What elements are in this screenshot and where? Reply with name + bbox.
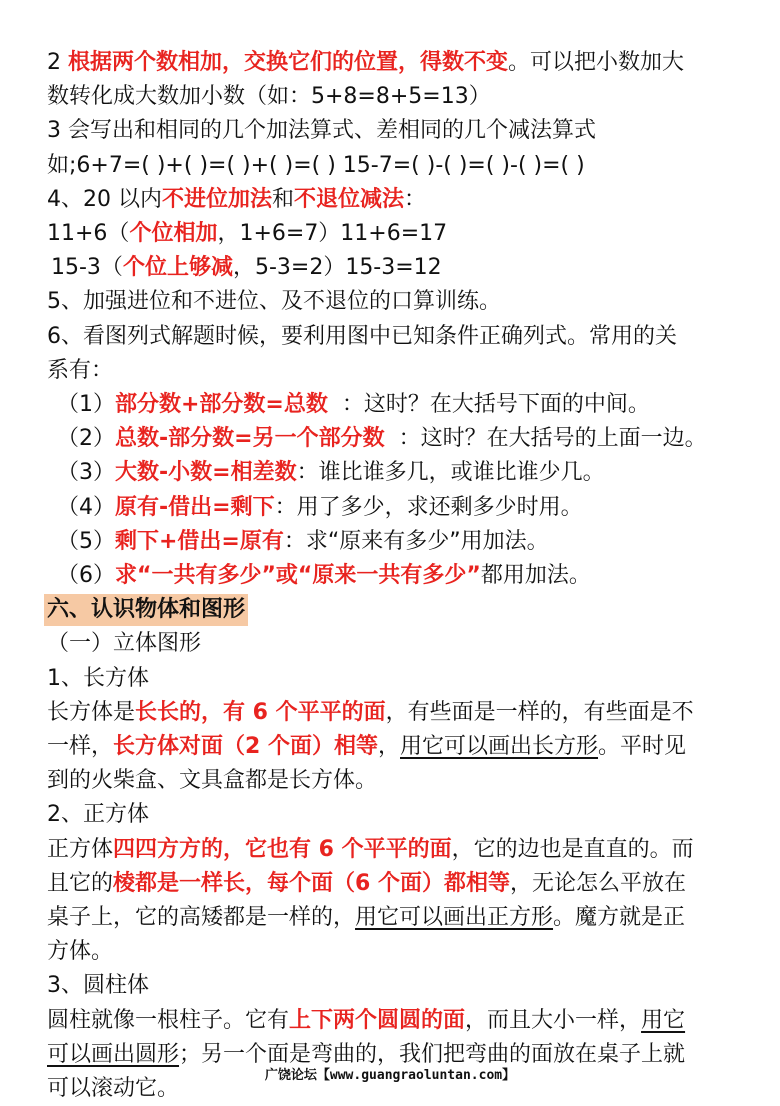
line-within-20: 4、20 以内不进位加法和不退位减法： — [47, 186, 427, 212]
heading-cube: 2、正方体 — [47, 802, 149, 828]
emphasis-text: 不退位减法 — [294, 186, 405, 212]
emphasis-text: 上下两个圆圆的面 — [289, 1007, 466, 1033]
emphasis-text: 长方体对面（2 个面）相等 — [113, 734, 378, 760]
list-item-relation-6: （6）求“一共有多少”或“原来一共有多少”都用加法。 — [57, 563, 591, 589]
line-commutative: 2 根据两个数相加，交换它们的位置，得数不变。可以把小数加大 — [47, 50, 685, 75]
line-word-problems: 6、看图列式解题时候，要利用图中已知条件正确列式。常用的关 — [47, 323, 677, 349]
emphasis-text: 个位相加 — [129, 221, 218, 247]
emphasis-text: 部分数+部分数=总数 — [115, 392, 328, 418]
emphasis-text: 原有-借出=剩下 — [115, 494, 275, 520]
emphasis-text: 不进位加法 — [162, 186, 273, 212]
line-addition-example: 11+6（个位相加，1+6=7）11+6=17 — [47, 221, 448, 247]
footer-website: www.guangraoluntan.com — [329, 1068, 503, 1083]
footer-forum-name: 广饶论坛 — [264, 1068, 317, 1083]
emphasis-text: 根据两个数相加，交换它们的位置，得数不变 — [68, 50, 509, 75]
line-subtraction-example: 15-3（个位上够减，5-3=2）15-3=12 — [51, 255, 442, 281]
underlined-text: 用它可以画出正方形 — [355, 905, 554, 931]
line-cuboid-2: 一样，长方体对面（2 个面）相等，用它可以画出长方形。平时见 — [47, 734, 687, 760]
emphasis-text: 求“一共有多少”或“原来一共有多少” — [115, 563, 481, 589]
list-item-relation-3: （3）大数-小数=相差数：谁比谁多几，或谁比谁少几。 — [57, 460, 605, 486]
list-item-relation-5: （5）剩下+借出=原有：求“原来有多少”用加法。 — [57, 528, 549, 554]
line-cube-1: 正方体四四方方的，它也有 6 个平平的面，它的边也是直直的。而 — [47, 836, 694, 862]
emphasis-text: 大数-小数=相差数 — [115, 460, 297, 486]
emphasis-text: 剩下+借出=原有 — [115, 528, 284, 554]
page-footer: 广饶论坛【www.guangraoluntan.com】 — [264, 1068, 516, 1083]
highlighted-heading: 六、认识物体和图形 — [44, 594, 248, 626]
line-cube-4: 方体。 — [47, 939, 114, 965]
emphasis-text: 个位上够减 — [122, 255, 233, 281]
document-body — [47, 46, 737, 1106]
emphasis-text: 长长的，有 6 个平平的面 — [135, 699, 386, 725]
line-cylinder-1: 圆柱就像一根柱子。它有上下两个圆圆的面，而且大小一样，用它 — [47, 1007, 686, 1033]
line-equations-heading: 3 会写出和相同的几个加法算式、差相同的几个减法算式 — [47, 118, 596, 144]
line-cube-3: 桌子上，它的高矮都是一样的，用它可以画出正方形。魔方就是正 — [47, 905, 686, 931]
line-cuboid-1: 长方体是长长的，有 6 个平平的面，有些面是一样的，有些面是不 — [47, 699, 694, 725]
emphasis-text: 总数-部分数=另一个部分数 — [115, 426, 385, 452]
subsection-heading-solids: （一）立体图形 — [47, 631, 202, 657]
line-cube-2: 且它的棱都是一样长，每个面（6 个面）都相等，无论怎么平放在 — [47, 870, 686, 896]
line-cylinder-2: 可以画出圆形；另一个面是弯曲的，我们把弯曲的面放在桌子上就 — [47, 1041, 686, 1067]
underlined-text: 可以画出圆形 — [47, 1041, 180, 1067]
section-heading-shapes — [47, 593, 737, 627]
heading-cylinder: 3、圆柱体 — [47, 973, 149, 999]
line-cuboid-3: 到的火柴盒、文具盒都是长方体。 — [47, 768, 378, 794]
line-mental-math: 5、加强进位和不进位、及不退位的口算训练。 — [47, 289, 501, 315]
underlined-text: 用它 — [641, 1007, 686, 1033]
heading-cuboid: 1、长方体 — [47, 665, 149, 691]
line-commutative-example: 数转化成大数加小数（如：5+8=8+5=13） — [47, 84, 491, 110]
line-relations-intro: 系有： — [47, 357, 114, 383]
line-equations-example: 如;6+7=( )+( )=( )+( )=( ) 15-7=( )-( )=( )-( )=( ) — [47, 152, 585, 178]
list-item-relation-2: （2）总数-部分数=另一个部分数 ：这时？在大括号的上面一边。 — [57, 426, 707, 452]
line-cylinder-3: 可以滚动它。 — [47, 1076, 180, 1102]
emphasis-text: 四四方方的，它也有 6 个平平的面 — [113, 836, 452, 862]
emphasis-text: 棱都是一样长，每个面（6 个面）都相等 — [113, 870, 510, 896]
list-item-relation-1: （1）部分数+部分数=总数 ：这时？在大括号下面的中间。 — [57, 392, 650, 418]
underlined-text: 用它可以画出长方形 — [400, 734, 599, 760]
list-item-relation-4: （4）原有-借出=剩下：用了多少，求还剩多少时用。 — [57, 494, 583, 520]
